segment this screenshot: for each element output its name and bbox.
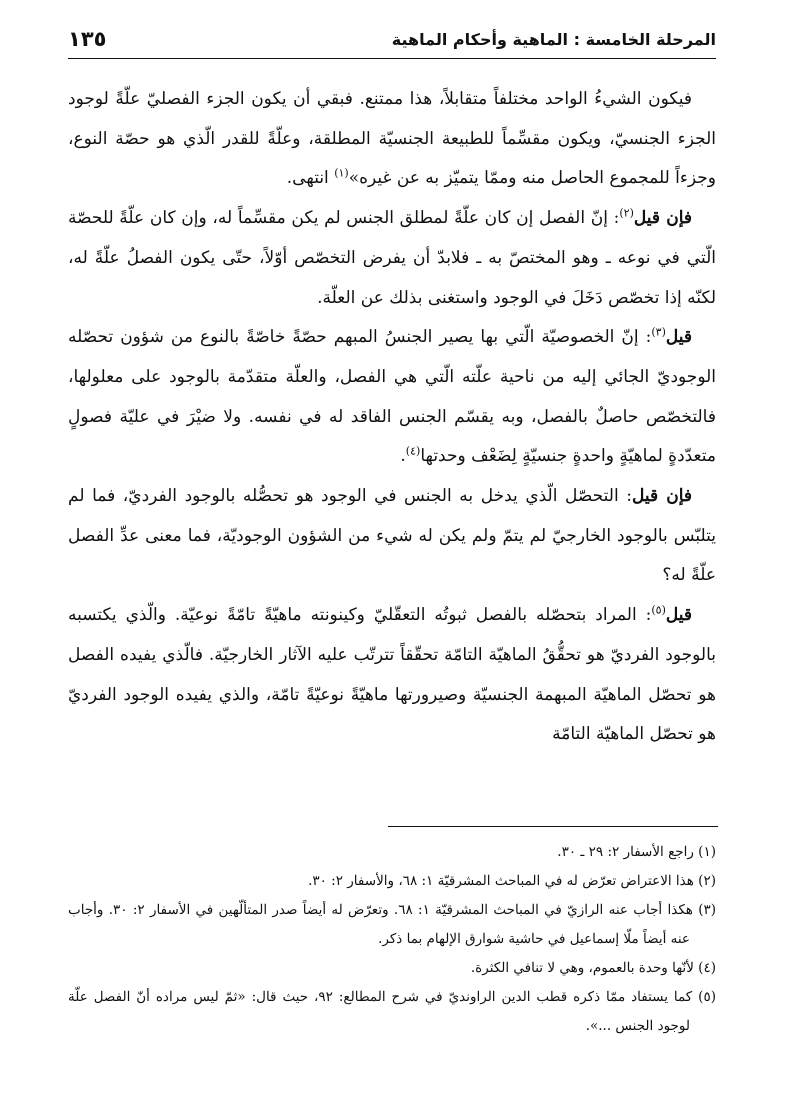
paragraph [68,80,716,199]
paragraph [68,596,716,755]
footnote-ref: (٣) [651,325,666,339]
paragraph [68,199,716,318]
footnote: (١) راجع الأسفار ٢: ٢٩ ـ ٣٠. [557,844,716,860]
paragraph-lead: فإن قيل [631,486,693,507]
paragraph-lead: فإن قيل [633,208,693,229]
footnote-ref: (٤) [405,444,421,458]
footnote: (٣) هكذا أجاب عنه الرازيّ في المباحث المشرقيّة ١: ٦٨. وتعرّض له أيضاً صدر المتألّهين في الأسفار ٢: ٣٠. وأجاب عنه أيضاً ملّا إسماعيل في حاشية شوارق الإلهام بما ذكر. [68,902,717,947]
paragraph-tail: انتهى. [286,168,335,189]
footnotes [68,838,716,1041]
paragraph-text: : التحصّل الّذي يدخل به الجنس في الوجود هو تحصُّله بالوجود الفرديّ، فما لم يتلبّس بالوجود الخارجيّ لم يتمّ ولم يكن له شيء من الشؤون الوجوديّة، فما معنى عدِّ الفصل علّةً له؟ [68,486,716,586]
footnote-ref: (١) [334,166,349,180]
paragraph-text: فيكون الشيءُ الواحد مختلفاً متقابلاً، هذا ممتنع. فبقي أن يكون الجزء الفصليّ علّةً لوجود الجزء الجنسيّ، ويكون مقسِّماً للطبيعة الجنسيّة المطلقة، وعلّةً للقدر الّذي هو حصّة النوع، وجزءاً للمجموع الحاصل منه وممّا يتميّز به عن غيره» [68,89,716,189]
main-text [68,80,716,755]
page-header [68,22,716,56]
header-divider [68,58,716,59]
paragraph-tail: . [400,446,406,467]
paragraph-lead: قيل [665,327,692,348]
footnote: (٢) هذا الاعتراض تعرّض له في المباحث المشرقيّة ١: ٦٨، والأسفار ٢: ٣٠. [308,873,716,889]
paragraph-text: : إنّ الفصل إن كان علّةً لمطلق الجنس لم يكن مقسِّماً له، وإن كان علّةً للحصّة الّتي في نوعه ـ وهو المختصّ به ـ فلابدّ أن يفرض التخصّص أوّلاً، حتّى يكون الفصلُ علّةً له، لكنّه إذا تخصّص دَخَلَ في الوجود واستغنى بذلك عن العلّة. [68,208,716,308]
paragraph [68,477,716,596]
footnote-ref: (٥) [651,603,666,617]
paragraph-lead: قيل [665,605,692,626]
footnote: (٤) لأنّها وحدة بالعموم، وهي لا تنافي الكثرة. [470,960,716,976]
running-title: المرحلة الخامسة : الماهية وأحكام الماهية [391,29,716,49]
paragraph-text: : المراد بتحصّله بالفصل ثبوتُه التعقّليّ وكينونته ماهيّةً تامّةً نوعيّة. والّذي يكتسبه بالوجود الفرديّ هو تحقُّقُ الماهيّة التامّة تحقّقاً تترتّب عليه الآثار الخارجيّة. فالّذي يفيده الفصل هو تحصّل الماهيّة المبهمة الجنسيّة وصيرورتها ماهيّةً نوعيّةً تامّة، والذي يفيده الوجود الفرديّ هو تحصّل الماهيّة التامّة [68,605,716,745]
footnote-ref: (٢) [619,206,634,220]
paragraph [68,318,716,477]
paragraph-text: : إنّ الخصوصيّة الّتي بها يصير الجنسُ المبهم حصّةً خاصّةً بالنوع من شؤون تحصّله الوجوديّ الجائي إليه من ناحية علّته الّتي هي الفصل، والعلّة متقدّمة بالوجود على معلولها، فالتخصّص حاصلٌ بالفصل، وبه يقسّم الجنس الفاقد له في نفسه. ولا ضيْرَ في عليّة فصولٍ متعدّدةٍ لماهيّةٍ واحدةٍ جنسيّةٍ لِضَعْف وحدتها [68,327,716,467]
footnote-divider [388,826,718,827]
footnote: (٥) كما يستفاد ممّا ذكره قطب الدين الراونديّ في شرح المطالع: ٩٢، حيث قال: «ثمّ ليس مراده أنّ الفصل علّة لوجود الجنس ...». [68,989,716,1034]
page-number: ١٣٥ [68,27,107,51]
